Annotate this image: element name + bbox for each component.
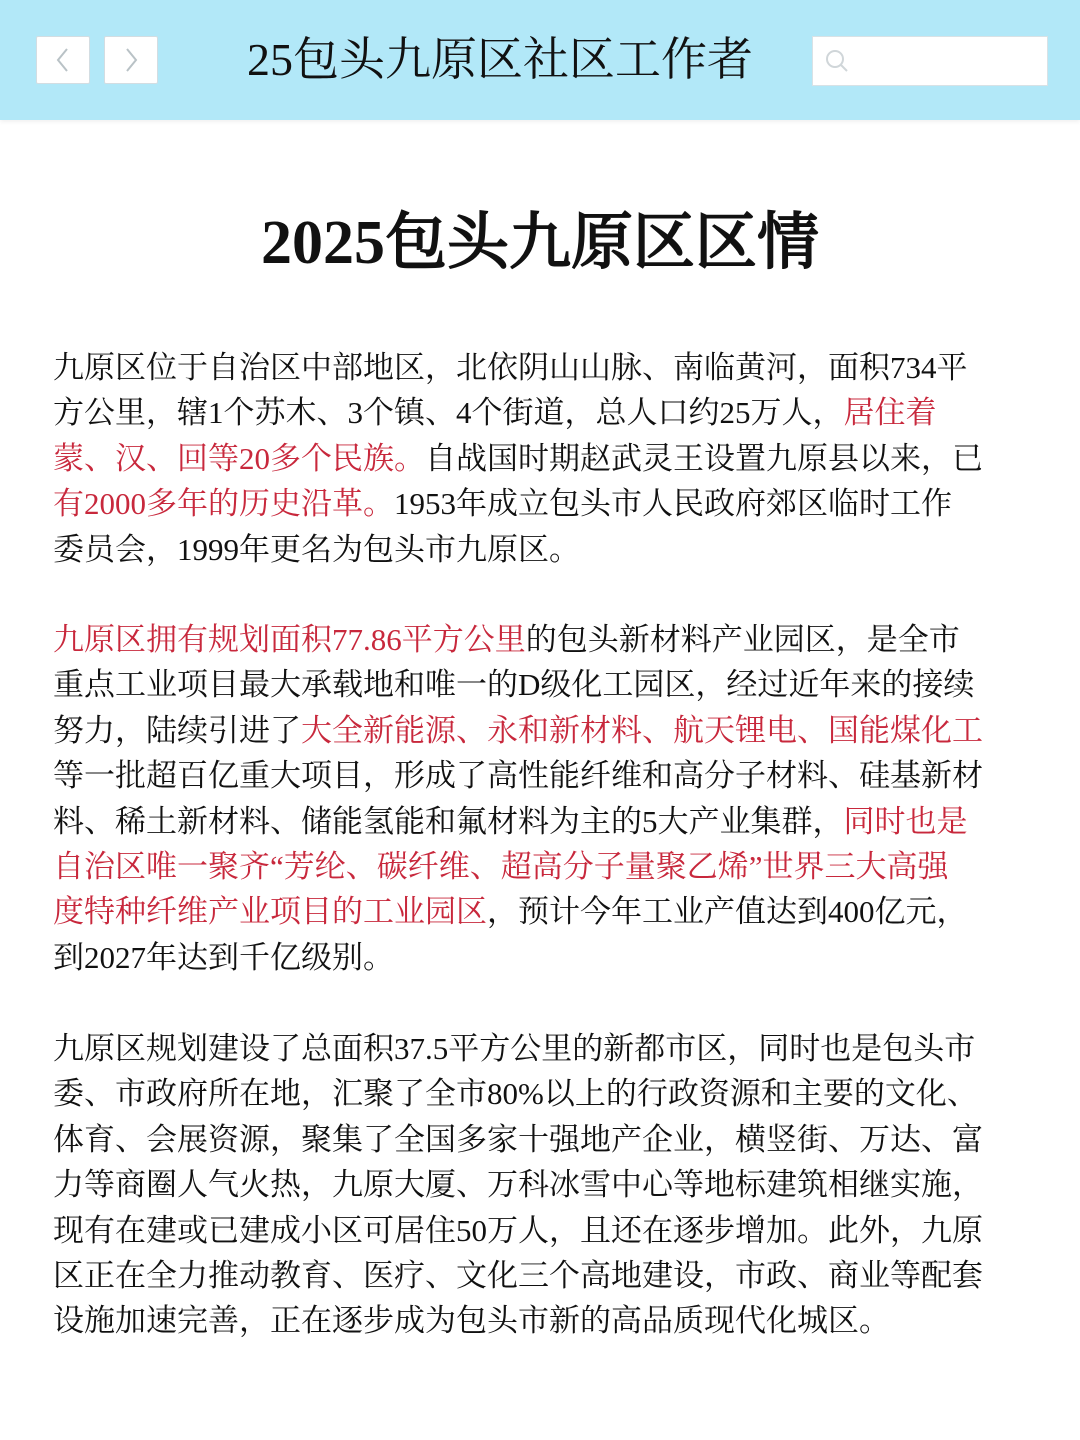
body-text: 体育、会展资源，聚集了全国多家十强地产企业，横竖街、万达、富 bbox=[53, 1121, 983, 1157]
text-line bbox=[53, 1026, 1043, 1071]
paragraph-new-urban-area bbox=[53, 1026, 1043, 1344]
app-title: 25包头九原区社区工作者 bbox=[247, 34, 753, 85]
body-text: 九原区规划建设了总面积37.5平方公里的新都市区，同时也是包头市 bbox=[53, 1031, 976, 1066]
text-line bbox=[53, 1253, 1043, 1298]
text-line bbox=[53, 1117, 1043, 1162]
body-text: 九原区位于自治区中部地区，北依阴山山脉、南临黄河，面积734平 bbox=[53, 350, 968, 385]
article-title: 2025包头九原区区情 bbox=[260, 209, 819, 277]
text-line bbox=[53, 662, 1043, 707]
body-text: 料、稀土新材料、储能氢能和氟材料为主的5大产业集群， bbox=[53, 803, 844, 839]
text-line bbox=[53, 345, 1043, 390]
highlighted-text: 自治区唯一聚齐“芳纶、碳纤维、超高分子量聚乙烯”世界三大高强 bbox=[53, 848, 949, 884]
body-text: 现有在建或已建成小区可居住50万人，且还在逐步增加。此外，九原 bbox=[53, 1212, 983, 1248]
chevron-left-icon bbox=[52, 45, 74, 75]
search-input[interactable] bbox=[857, 43, 1041, 81]
highlighted-text: 大全新能源、永和新材料、航天锂电、国能煤化工 bbox=[301, 712, 983, 748]
highlighted-text: 有2000多年的历史沿革。 bbox=[53, 486, 394, 522]
forward-button[interactable] bbox=[104, 36, 158, 84]
body-text: 等一批超百亿重大项目，形成了高性能纤维和高分子材料、硅基新材 bbox=[53, 758, 983, 794]
body-text: 方公里，辖1个苏木、3个镇、4个街道，总人口约25万人， bbox=[53, 395, 844, 431]
text-line bbox=[53, 1298, 1043, 1343]
text-line bbox=[53, 390, 1043, 435]
paragraph-overview bbox=[53, 345, 1043, 572]
body-text: 力等商圈人气火热，九原大厦、万科冰雪中心等地标建筑相继实施， bbox=[53, 1167, 983, 1203]
highlighted-text: 居住着 bbox=[843, 395, 937, 431]
text-line bbox=[53, 617, 1043, 662]
text-line bbox=[53, 889, 1043, 934]
body-text: 的包头新材料产业园区，是全市 bbox=[525, 622, 960, 657]
body-text: 委、市政府所在地，汇聚了全市80%以上的行政资源和主要的文化、 bbox=[53, 1076, 978, 1112]
body-text: 到2027年达到千亿级别。 bbox=[53, 939, 394, 975]
body-text: 区正在全力推动教育、医疗、文化三个高地建设，市政、商业等配套 bbox=[53, 1257, 983, 1293]
text-line bbox=[53, 799, 1043, 844]
text-line bbox=[53, 1208, 1043, 1253]
text-line bbox=[53, 527, 1043, 572]
body-text: 委员会，1999年更名为包头市九原区。 bbox=[53, 531, 580, 567]
body-text: ，预计今年工业产值达到400亿元， bbox=[487, 894, 968, 930]
highlighted-text: 九原区拥有规划面积77.86平方公里 bbox=[53, 622, 526, 657]
search-box[interactable] bbox=[812, 36, 1048, 86]
body-text: 自战国时期赵武灵王设置九原县以来，已 bbox=[425, 440, 983, 476]
text-line bbox=[53, 708, 1043, 753]
paragraph-industry-park bbox=[53, 617, 1043, 980]
body-text: 努力，陆续引进了 bbox=[53, 712, 301, 748]
highlighted-text: 度特种纤维产业项目的工业园区 bbox=[53, 894, 487, 930]
text-line bbox=[53, 481, 1043, 526]
body-text: 1953年成立包头市人民政府郊区临时工作 bbox=[394, 486, 952, 522]
text-line bbox=[53, 1071, 1043, 1116]
text-line bbox=[53, 1162, 1043, 1207]
back-button[interactable] bbox=[36, 36, 90, 84]
body-text: 重点工业项目最大承载地和唯一的D级化工园区，经过近年来的接续 bbox=[53, 667, 975, 703]
highlighted-text: 蒙、汉、回等20多个民族。 bbox=[53, 440, 425, 476]
chevron-right-icon bbox=[120, 45, 142, 75]
text-line bbox=[53, 753, 1043, 798]
text-line bbox=[53, 436, 1043, 481]
highlighted-text: 同时也是 bbox=[843, 803, 968, 839]
text-line bbox=[53, 844, 1043, 889]
body-text: 设施加速完善，正在逐步成为包头市新的高品质现代化城区。 bbox=[53, 1303, 890, 1339]
search-icon bbox=[823, 47, 851, 75]
top-bar bbox=[0, 0, 1080, 120]
text-line bbox=[53, 935, 1043, 980]
